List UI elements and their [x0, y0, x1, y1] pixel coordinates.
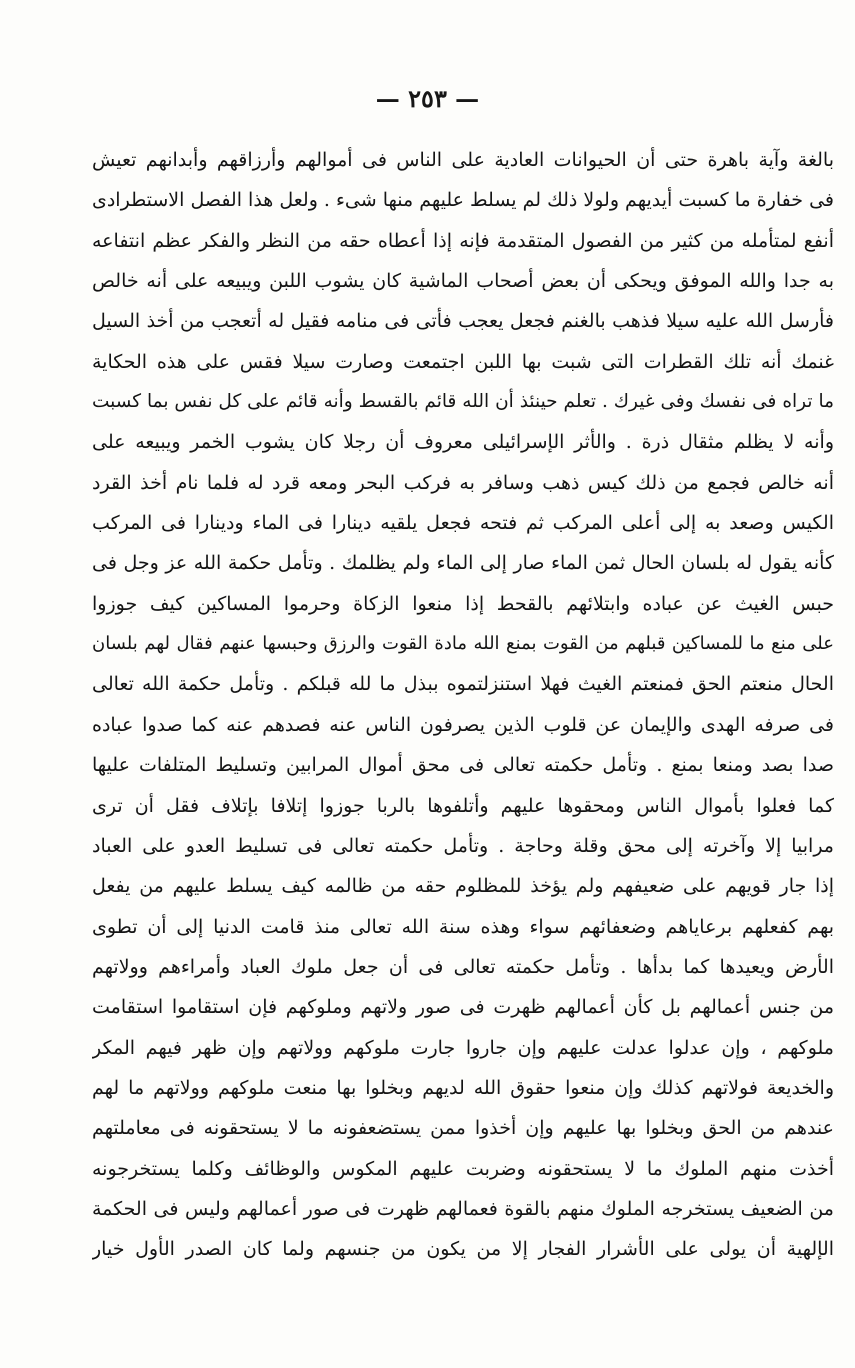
text-line: صدا بصد ومنعا بمنع . وتأمل حكمته تعالى فى محق أموال المرابين وتسليط المتلفات عليها — [92, 754, 834, 777]
text-line: كأنه يقول له بلسان الحال ثمن الماء صار إلى الماء ولم يظلمك . وتأمل حكمة الله عز وجل فى — [92, 552, 834, 575]
text-line: حبس الغيث عن عباده وابتلائهم بالقحط إذا منعوا الزكاة وحرموا المساكين كيف جوزوا — [92, 592, 834, 615]
text-line: ما تراه فى نفسك وفى غيرك . تعلم حينئذ أن الله قائم بالقسط وأنه قائم على كل نفس بما كسبت — [92, 391, 834, 413]
text-line: بالغة وآية باهرة حتى أن الحيوانات العادية على الناس فى أموالهم وأرزاقهم وأبدانهم تعيش — [92, 149, 834, 171]
text-line: غنمك أنه تلك القطرات التى شبت بها اللبن اجتمعت وصارت سيلا فقس على هذه الحكاية — [92, 350, 834, 373]
text-line: أخذت منهم الملوك ما لا يستحقونه وضربت عليهم المكوس والوظائف وكلما يستخرجونه — [92, 1157, 834, 1180]
text-line: الحال منعتم الحق فمنعتم الغيث فهلا استنزلتموه ببذل ما لله قبلكم . وتأمل حكمة الله تعالى — [92, 673, 834, 696]
text-line: فى خفارة ما كسبت أيديهم ولولا ذلك لم يسلط عليهم منها شىء . ولعل هذا الفصل الاستطرادى — [92, 189, 834, 212]
text-line: من جنس أعمالهم بل كأن أعمالهم ظهرت فى صور ولاتهم وملوكهم فإن استقاموا استقامت — [92, 996, 834, 1019]
body-text — [92, 140, 834, 1270]
text-line: فى صرفه الهدى والإيمان عن قلوب الذين يصرفون الناس عنه فصدهم عنه كما صدوا عباده — [92, 713, 834, 736]
text-line: على منع ما للمساكين قبلهم من القوت بمنع الله مادة القوت والرزق وحبسها عنهم فقال لهم بلسان — [92, 633, 834, 655]
text-line: عندهم من الحق وبخلوا بها عليهم وإن أخذوا ممن يستضعفونه ما لا يستحقونه فى معاملتهم — [92, 1117, 834, 1140]
text-line: مرابيا إلا وآخرته إلى محق وقلة وحاجة . وتأمل حكمته تعالى فى تسليط العدو على العباد — [92, 834, 834, 857]
text-line: أنفع لمتأمله من كثير من الفصول المتقدمة فإنه إذا أعطاه حقه من النظر والفكر عظم انتفاعه — [92, 229, 834, 252]
text-line: كما فعلوا بأموال الناس ومحقوها عليهم وأتلفوها بالربا جوزوا إتلافا بإتلاف فقل أن ترى — [92, 794, 834, 817]
text-line: إذا جار قويهم على ضعيفهم ولم يؤخذ للمظلوم حقه من ظالمه كيف يسلط عليهم من يفعل — [92, 875, 834, 898]
text-line: والخديعة فولاتهم كذلك وإن منعوا حقوق الله لديهم وبخلوا بها منعت ملوكهم وولاتهم ما لهم — [92, 1076, 834, 1099]
text-line: أنه خالص فجمع من ذلك كيس ذهب وسافر به فركب البحر ومعه قرد له فلما نام أخذ القرد — [92, 471, 834, 494]
page-number: — ٢٥٣ — — [375, 84, 480, 113]
text-line: فأرسل الله عليه سيلا فذهب بالغنم فجعل يعجب فأتى فى منامه فقيل له أتعجب من أخذ السيل — [92, 310, 834, 333]
text-line: الكيس وصعد به إلى أعلى المركب ثم فتحه فجعل يلقيه دينارا فى الماء ودينارا فى المركب — [92, 512, 834, 535]
text-line: بهم كفعلهم برعاياهم وضعفائهم سواء وهذه سنة الله تعالى منذ قامت الدنيا إلى أن تطوى — [92, 915, 834, 938]
text-line: من الضعيف يستخرجه الملوك منهم بالقوة فعمالهم ظهرت فى صور أعمالهم وليس فى الحكمة — [92, 1197, 834, 1220]
text-line: وأنه لا يظلم مثقال ذرة . والأثر الإسرائيلى معروف أن رجلا كان يشوب الخمر ويبيعه على — [92, 431, 834, 454]
text-line: به جدا والله الموفق ويحكى أن بعض أصحاب الماشية كان يشوب اللبن ويبيعه على أنه خالص — [92, 270, 834, 293]
text-line: ملوكهم ، وإن عدلوا عدلت عليهم وإن جاروا جارت ملوكهم وولاتهم وإن ظهر فيهم المكر — [92, 1036, 834, 1059]
text-line: الأرض ويعيدها كما بدأها . وتأمل حكمته تعالى فى أن جعل ملوك العباد وأمراءهم وولاتهم — [92, 955, 834, 978]
text-line: الإلهية أن يولى على الأشرار الفجار إلا من يكون من جنسهم ولما كان الصدر الأول خيار — [92, 1238, 834, 1261]
